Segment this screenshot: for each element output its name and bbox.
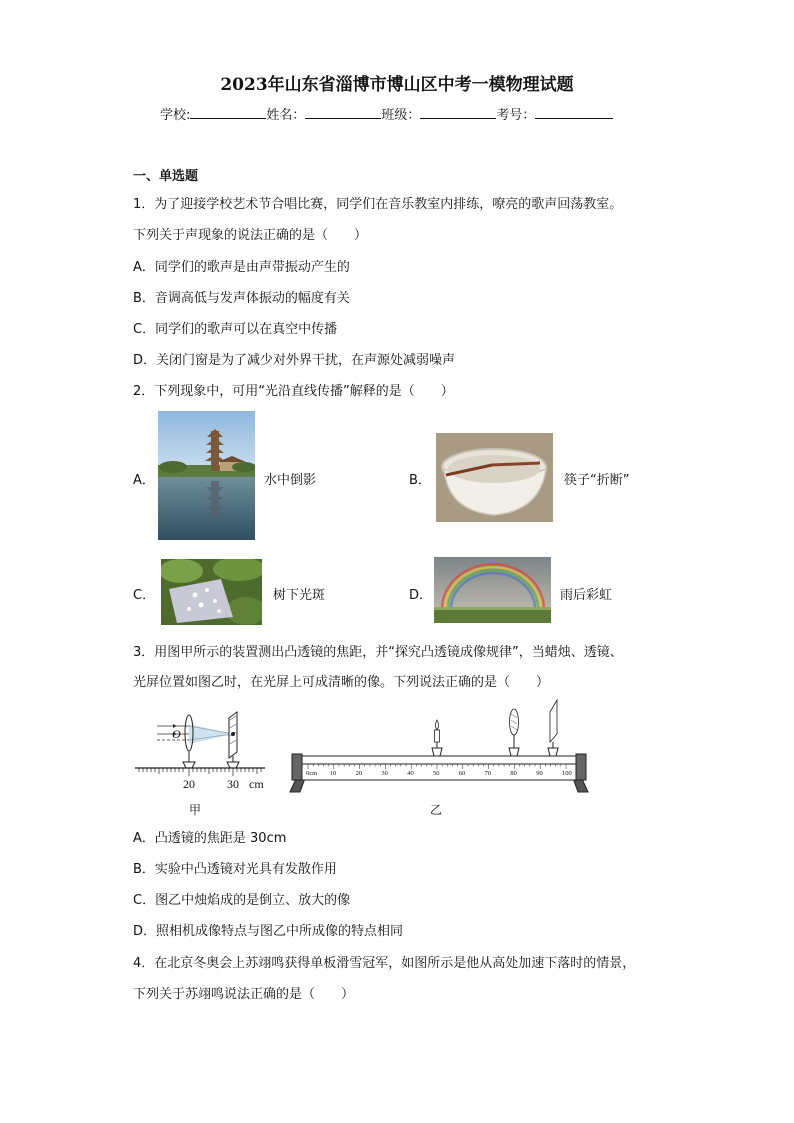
yi-tick-label: 80 bbox=[510, 770, 517, 777]
yi-tick-label: 100 bbox=[562, 770, 572, 777]
figure-yi bbox=[282, 696, 596, 818]
q2-option-c-caption: 树下光斑 bbox=[273, 588, 326, 603]
convex-lens bbox=[509, 709, 519, 756]
q2-option-d-letter: D． bbox=[409, 588, 433, 603]
student-info-line bbox=[160, 104, 613, 123]
figure-jia-caption: 甲 bbox=[189, 803, 202, 816]
yi-tick-label: 40 bbox=[407, 770, 414, 777]
q1-option-a: A．同学们的歌声是由声带振动产生的 bbox=[133, 260, 350, 275]
q2-option-c-letter: C． bbox=[133, 588, 156, 603]
candle bbox=[432, 720, 442, 756]
jia-mark-30: 30 bbox=[227, 777, 239, 791]
q3-option-d: D．照相机成像特点与图乙中所成像的特点相同 bbox=[133, 924, 404, 939]
yi-tick-label: 60 bbox=[458, 770, 466, 777]
q3-stem-line1: 3．用图甲所示的装置测出凸透镜的焦距，并“探究凸透镜成像规律”，当蜡烛、透镜、 bbox=[133, 645, 623, 660]
q2-option-a-caption: 水中倒影 bbox=[264, 473, 317, 488]
q4-stem-line2: 下列关于苏翊鸣说法正确的是（ ） bbox=[133, 987, 355, 1002]
yi-tick-label: 30 bbox=[381, 770, 388, 777]
yi-tick-label: 90 bbox=[536, 770, 543, 777]
light-spots-image bbox=[161, 559, 262, 625]
figure-yi-caption: 乙 bbox=[430, 803, 443, 817]
lens-center-label: O bbox=[172, 727, 181, 741]
number-blank bbox=[535, 106, 613, 119]
number-label: 考号： bbox=[496, 108, 536, 123]
q4-stem-line1: 4．在北京冬奥会上苏翊鸣获得单板滑雪冠军，如图所示是他从高处加速下落时的情景， bbox=[133, 956, 636, 971]
yi-tick-label: 10 bbox=[329, 770, 337, 777]
jia-ruler-ticks bbox=[139, 768, 261, 776]
q1-option-d: D．关闭门窗是为了减少对外界干扰，在声源处减弱噪声 bbox=[133, 353, 456, 368]
light-screen bbox=[548, 700, 558, 756]
school-label: 学校: bbox=[160, 108, 191, 123]
class-blank bbox=[420, 106, 496, 119]
q1-option-b: B．音调高低与发声体振动的幅度有关 bbox=[133, 291, 350, 306]
bent-chopstick-image bbox=[436, 433, 553, 522]
yi-tick-label: 50 bbox=[433, 770, 440, 777]
yi-tick-label: 20 bbox=[355, 770, 363, 777]
q3-option-b: B．实验中凸透镜对光具有发散作用 bbox=[133, 862, 337, 877]
name-blank bbox=[305, 106, 381, 119]
q2-option-d-caption: 雨后彩虹 bbox=[560, 588, 613, 603]
q1-stem-line2: 下列关于声现象的说法正确的是（ ） bbox=[133, 228, 368, 243]
jia-unit: cm bbox=[249, 777, 264, 791]
q2-option-b-caption: 筷子“折断” bbox=[564, 473, 630, 488]
yi-start-label: 0cm bbox=[306, 770, 318, 777]
pagoda-reflection-image bbox=[158, 411, 255, 540]
school-blank bbox=[190, 106, 266, 119]
class-label: 班级： bbox=[381, 108, 421, 123]
q2-stem: 2．下列现象中，可用“光沿直线传播”解释的是（ ） bbox=[133, 384, 454, 399]
rainbow-image bbox=[434, 557, 551, 623]
q1-stem-line1: 1．为了迎接学校艺术节合唱比赛，同学们在音乐教室内排练，嘹亮的歌声回荡教室。 bbox=[133, 197, 623, 212]
section-heading: 一、单选题 bbox=[133, 169, 199, 184]
q3-stem-line2: 光屏位置如图乙时，在光屏上可成清晰的像。下列说法正确的是（ ） bbox=[133, 675, 550, 690]
page-title: 2023年山东省淄博市博山区中考一模物理试题 bbox=[220, 75, 574, 95]
q3-option-a: A．凸透镜的焦距是 30cm bbox=[133, 831, 287, 846]
figure-jia bbox=[133, 704, 273, 816]
q1-option-c: C．同学们的歌声可以在真空中传播 bbox=[133, 322, 338, 337]
q2-option-b-letter: B． bbox=[409, 473, 431, 488]
yi-tick-label: 70 bbox=[484, 770, 492, 777]
q3-option-c: C．图乙中烛焰成的是倒立、放大的像 bbox=[133, 893, 351, 908]
jia-mark-20: 20 bbox=[183, 777, 195, 791]
name-label: 姓名： bbox=[266, 108, 306, 123]
q2-option-a-letter: A． bbox=[133, 473, 155, 488]
